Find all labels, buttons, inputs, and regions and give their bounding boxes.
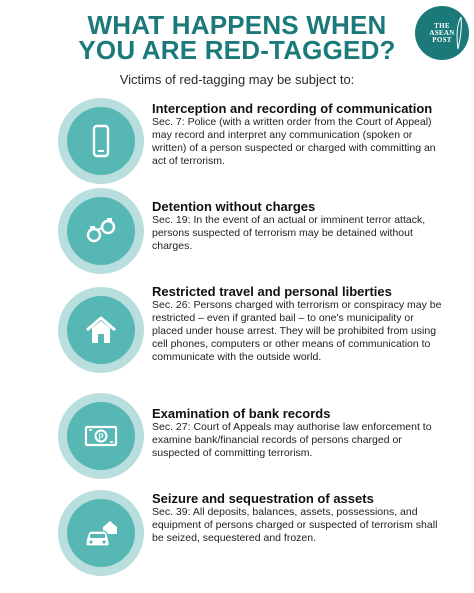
item-body: Sec. 19: In the event of an actual or imminent terror attack, persons suspected of terrorism may be detained without charges. [152, 214, 426, 252]
item-heading: Interception and recording of communication [152, 101, 433, 116]
icon-circle [58, 188, 144, 274]
page-title [0, 10, 474, 65]
title-line-1: WHAT HAPPENS WHEN [87, 10, 387, 40]
logo-line-2: ASEAN [429, 28, 455, 37]
svg-text:P: P [98, 432, 104, 442]
car-and-house-icon [83, 515, 119, 551]
icon-circle [58, 98, 144, 184]
item-heading: Detention without charges [152, 199, 316, 214]
icon-circle [58, 393, 144, 479]
mobile-phone-icon [83, 123, 119, 159]
item-body: Sec. 39: All deposits, balances, assets, possessions, and equipment of persons charged or suspected of terrorism shall be seized, sequestered and frozen. [152, 506, 438, 544]
item-body: Sec. 7: Police (with a written order from the Court of Appeal) may record and interpret any communication (spoken or written) of a person suspected or charged with committing an act of terrorism. [152, 116, 436, 167]
house-icon [83, 312, 119, 348]
asean-post-logo [415, 6, 469, 60]
item-body: Sec. 26: Persons charged with terrorism or conspiracy may be restricted – even if granted bail – to one's municipality or placed under house arrest. They will be prohibited from using cell phones, computers or other means of communication to communicate with the outside world. [152, 299, 442, 363]
item-heading: Seizure and sequestration of assets [152, 491, 374, 506]
item-heading: Examination of bank records [152, 406, 331, 421]
logo-line-1: THE [434, 21, 450, 30]
title-line-2: YOU ARE RED-TAGGED? [78, 35, 396, 65]
handcuffs-icon [83, 213, 119, 249]
subtitle: Victims of red-tagging may be subject to: [119, 72, 355, 87]
item-heading: Restricted travel and personal liberties [152, 284, 392, 299]
logo-line-3: POST [432, 35, 452, 44]
banknote-icon [83, 418, 119, 454]
icon-circle [58, 490, 144, 576]
feather-icon [455, 16, 463, 50]
item-body: Sec. 27: Court of Appeals may authorise law enforcement to examine bank/financial records of persons charged or suspected of committing terrorism. [152, 421, 432, 459]
icon-circle [58, 287, 144, 373]
